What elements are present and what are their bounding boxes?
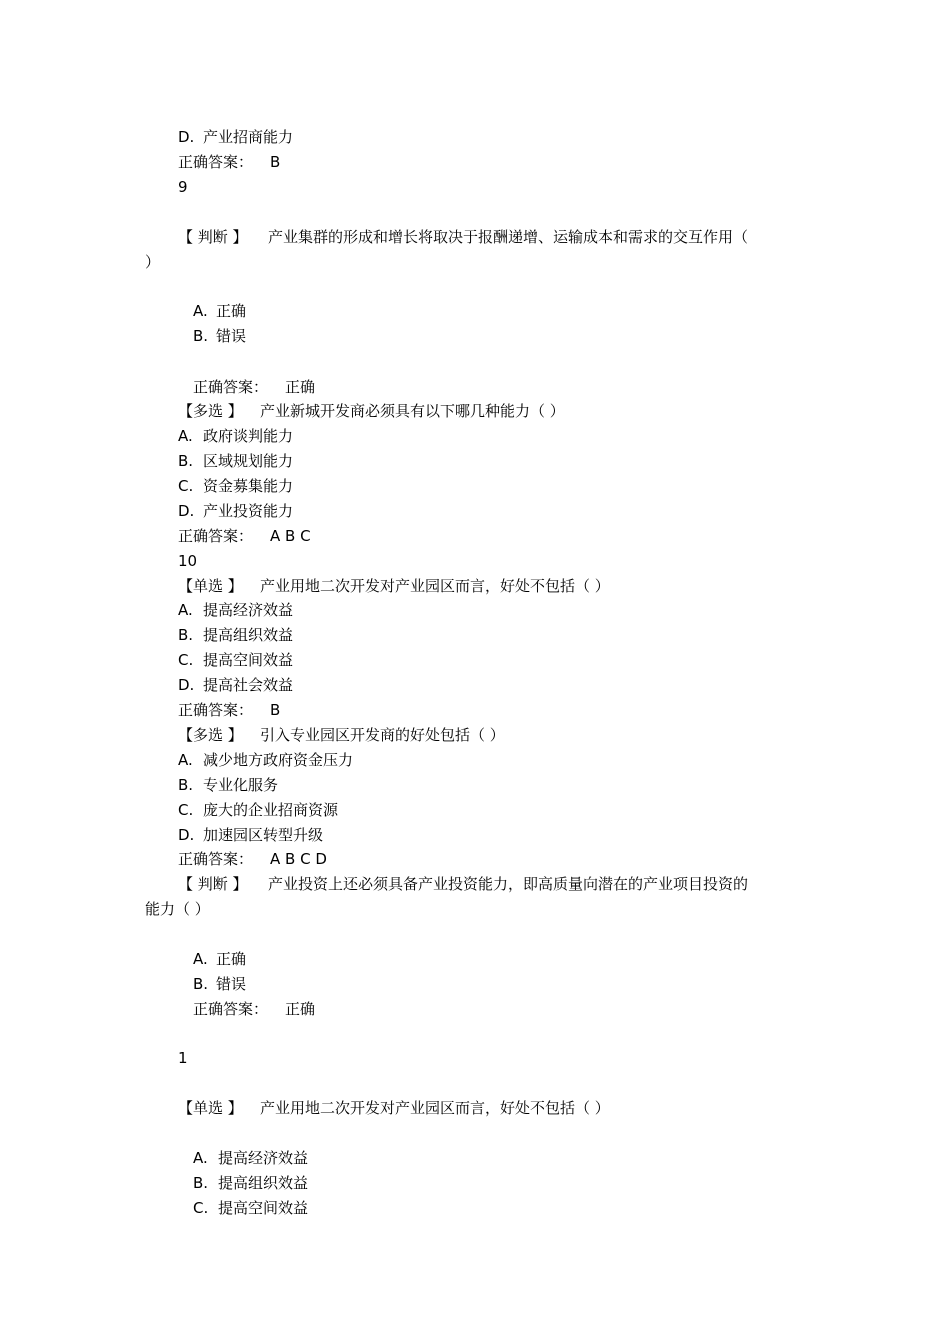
question-type-tag: 【多选 】 [178,402,243,420]
option-item [193,326,246,346]
question-type-tag: 【 判断 】 [178,228,248,246]
question-text-line2: ） [145,253,161,271]
answer-value: A B C [270,527,311,545]
option-letter: A. [193,302,208,320]
question-stem [178,1098,610,1118]
option-text: 提高空间效益 [218,1199,309,1217]
question-text: 产业用地二次开发对产业园区而言，好处不包括（ ） [260,1099,610,1117]
option-letter: D. [178,826,195,844]
option-letter: A. [178,751,193,769]
option-letter: A. [193,950,208,968]
option-text: 错误 [216,327,247,345]
option-text: 区域规划能力 [203,452,294,470]
option-letter: B. [178,626,194,644]
option-letter: A. [193,1149,208,1167]
question-text-line1: 产业投资上还必须具备产业投资能力，即高质量向潜在的产业项目投资的 [268,875,749,893]
answer-label: 正确答案： [178,701,254,719]
answer-value: 正确 [285,378,316,396]
option-item [193,301,246,321]
option-item [178,476,293,496]
option-letter: B. [178,452,194,470]
option-text: 庞大的企业招商资源 [203,801,339,819]
answer-label: 正确答案： [178,153,254,171]
option-item [193,1198,308,1218]
option-text: 减少地方政府资金压力 [203,751,354,769]
question-stem [178,874,748,894]
question-number: 9 [178,178,188,196]
question-type-tag: 【多选 】 [178,726,243,744]
option-text: 提高组织效益 [218,1174,309,1192]
question-stem [178,725,505,745]
option-item [178,426,293,446]
option-item [178,825,323,845]
option-item [178,625,293,645]
option-text: 产业招商能力 [203,128,294,146]
option-item [178,650,293,670]
option-item [178,750,353,770]
option-letter: C. [178,651,194,669]
answer-value: B [270,153,281,171]
option-letter: A. [178,427,193,445]
option-text: 提高经济效益 [203,601,294,619]
question-type-tag: 【 判断 】 [178,875,248,893]
answer-line [178,526,311,546]
option-text: 资金募集能力 [203,477,294,495]
question-number: 1 [178,1049,188,1067]
option-letter: D. [178,128,195,146]
question-number: 10 [178,552,198,570]
option-text: 错误 [216,975,247,993]
question-type-tag: 【单选 】 [178,1099,243,1117]
answer-label: 正确答案： [193,378,269,396]
option-item [178,451,293,471]
option-letter: C. [178,477,194,495]
question-stem [178,401,565,421]
option-text: 提高社会效益 [203,676,294,694]
option-item [178,501,293,521]
option-text: 提高空间效益 [203,651,294,669]
answer-line [178,849,327,869]
option-letter: B. [193,975,209,993]
option-item [178,600,293,620]
question-text-line2: 能力（ ） [145,900,210,918]
option-item [178,675,293,695]
answer-label: 正确答案： [178,850,254,868]
option-text: 提高经济效益 [218,1149,309,1167]
option-letter: B. [178,776,194,794]
question-type-tag: 【单选 】 [178,577,243,595]
answer-label: 正确答案： [193,1000,269,1018]
question-text-line1: 产业集群的形成和增长将取决于报酬递增、运输成本和需求的交互作用（ [268,228,749,246]
option-letter: C. [193,1199,209,1217]
question-stem [178,227,748,247]
option-item [193,974,246,994]
question-text: 产业用地二次开发对产业园区而言，好处不包括（ ） [260,577,610,595]
option-text: 正确 [216,302,247,320]
option-letter: D. [178,676,195,694]
option-item [178,800,338,820]
option-text: 产业投资能力 [203,502,294,520]
answer-line [193,999,315,1019]
option-text: 提高组织效益 [203,626,294,644]
option-letter: B. [193,327,209,345]
answer-value: 正确 [285,1000,316,1018]
option-item [193,949,246,969]
answer-line [193,377,315,397]
answer-value: B [270,701,281,719]
option-item [193,1148,308,1168]
answer-line [178,700,280,720]
option-letter: B. [193,1174,209,1192]
option-item [178,127,293,147]
option-item [193,1173,308,1193]
question-text: 引入专业园区开发商的好处包括（ ） [260,726,505,744]
answer-line [178,152,280,172]
option-letter: C. [178,801,194,819]
question-stem [178,576,610,596]
option-letter: D. [178,502,195,520]
option-text: 加速园区转型升级 [203,826,324,844]
option-text: 政府谈判能力 [203,427,294,445]
option-item [178,775,278,795]
answer-label: 正确答案： [178,527,254,545]
option-text: 专业化服务 [203,776,279,794]
option-letter: A. [178,601,193,619]
question-text: 产业新城开发商必须具有以下哪几种能力（ ） [260,402,565,420]
answer-value: A B C D [270,850,327,868]
option-text: 正确 [216,950,247,968]
